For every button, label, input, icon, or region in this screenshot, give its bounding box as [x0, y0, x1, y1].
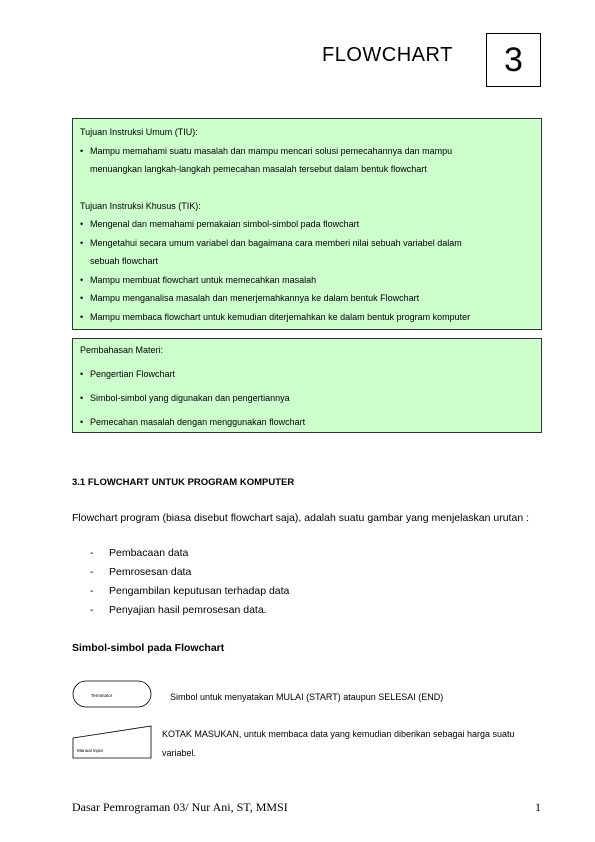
list-item [90, 601, 289, 620]
list-item [90, 563, 289, 582]
tiu-heading: Tujuan Instruksi Umum (TIU): [80, 127, 198, 137]
bullet-icon: • [80, 237, 84, 248]
tik-item [80, 308, 534, 327]
topics-heading: Pembahasan Materi: [80, 345, 164, 355]
bullet-icon: • [80, 369, 84, 379]
manual-input-shape-icon [73, 726, 151, 758]
bullet-icon: • [80, 145, 84, 156]
tik-item-text: Mampu membaca flowchart untuk kemudian diterjemahkan ke dalam bentuk program komputer [90, 311, 471, 322]
terminator-description: Simbol untuk menyatakan MULAI (START) ataupun SELESAI (END) [170, 692, 444, 702]
terminator-label: Terminator [91, 693, 113, 698]
manual-input-label: Manual input [77, 748, 103, 753]
list-item-text: Penyajian hasil pemrosesan data. [109, 604, 267, 616]
objectives-box [72, 118, 542, 330]
topics-content [80, 338, 534, 434]
chapter-number: 3 [504, 40, 523, 79]
symbols-drawing [70, 675, 162, 767]
tik-item-text: Mengetahui secara umum variabel dan bagaimana cara memberi nilai sebuah variabel dalam [90, 237, 462, 248]
tik-item [80, 234, 534, 253]
dash-marker: - [90, 585, 94, 597]
topic-item-text: Pengertian Flowchart [90, 369, 176, 379]
bullet-icon: • [80, 417, 84, 427]
bullet-icon: • [80, 219, 84, 229]
tik-item [80, 289, 534, 308]
footer-text: Dasar Pemrograman 03/ Nur Ani, ST, MMSI [72, 800, 288, 814]
tik-item-text: Mampu menganalisa masalah dan menerjemahkannya ke dalam bentuk Flowchart [90, 293, 420, 303]
tiu-item [80, 142, 534, 161]
objectives-content [80, 123, 534, 326]
topics-box [72, 338, 542, 433]
bullet-icon: • [80, 311, 84, 322]
terminator-shape-icon [73, 681, 151, 707]
tik-item-text: Mampu membuat flowchart untuk memecahkan masalah [90, 274, 317, 285]
dash-marker: - [90, 566, 94, 578]
list-item-text: Pengambilan keputusan terhadap data [109, 585, 290, 597]
topic-item [80, 362, 534, 386]
symbols-heading: Simbol-simbol pada Flowchart [72, 642, 225, 654]
topic-item [80, 386, 534, 410]
tik-heading: Tujuan Instruksi Khusus (TIK): [80, 200, 201, 211]
tik-item [80, 271, 534, 290]
spacer [80, 179, 534, 197]
section-heading: 3.1 FLOWCHART UNTUK PROGRAM KOMPUTER [72, 477, 295, 488]
bullet-icon: • [80, 393, 84, 403]
tiu-item-text: Mampu memahami suatu masalah dan mampu mencari solusi pemecahannya dan mampu [90, 145, 453, 156]
steps-list [90, 544, 289, 620]
tik-item-text: Mengenal dan memahami pemakaian simbol-simbol pada flowchart [90, 219, 360, 229]
list-item [90, 544, 289, 563]
dash-marker: - [90, 604, 94, 616]
list-item-text: Pemrosesan data [109, 566, 192, 578]
bullet-icon: • [80, 274, 84, 285]
list-item [90, 582, 289, 601]
tiu-item-continuation: menuangkan langkah-langkah pemecahan masalah tersebut dalam bentuk flowchart [90, 164, 427, 174]
topic-item [80, 410, 534, 434]
list-item-text: Pembacaan data [109, 547, 189, 559]
topic-item-text: Pemecahan masalah dengan menggunakan flowchart [90, 417, 306, 427]
chapter-title: FLOWCHART [322, 44, 453, 66]
tik-item-continuation: sebuah flowchart [90, 256, 159, 266]
bullet-icon: • [80, 293, 84, 303]
chapter-number-box [486, 33, 541, 87]
section-paragraph: Flowchart program (biasa disebut flowchart saja), adalah suatu gambar yang menjelaskan urutan : [72, 512, 529, 524]
topic-item-text: Simbol-simbol yang digunakan dan pengertiannya [90, 393, 290, 403]
dash-marker: - [90, 547, 94, 559]
page-number: 1 [535, 800, 541, 814]
manual-input-description: KOTAK MASUKAN, untuk membaca data yang kemudian diberikan sebagai harga suatu variabel. [162, 729, 515, 758]
tik-item [80, 215, 534, 234]
